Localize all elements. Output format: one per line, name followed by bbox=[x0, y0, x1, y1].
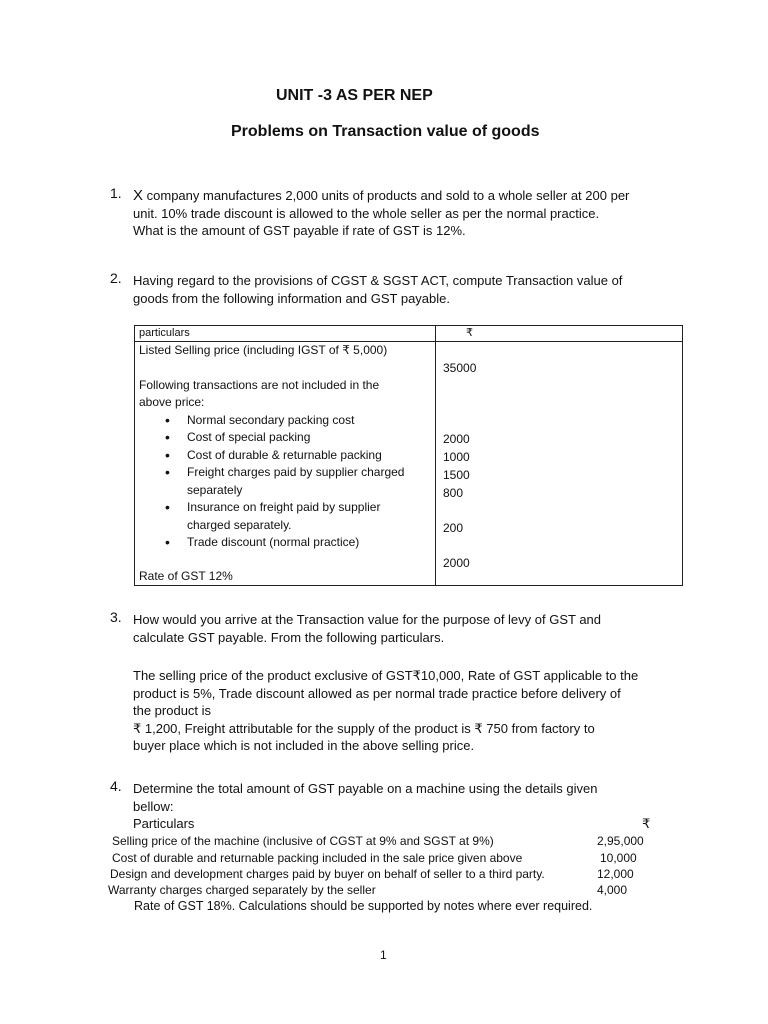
amount-special-packing: 1000 bbox=[443, 450, 470, 464]
q3-detail-line: buyer place which is not included in the above selling price. bbox=[133, 738, 475, 753]
amount-listed: 35000 bbox=[443, 361, 477, 375]
q4-text bbox=[133, 780, 597, 815]
amount-durable-packing: 1500 bbox=[443, 468, 470, 482]
q3-detail-line: ₹ 1,200, Freight attributable for the supply of the product is ₹ 750 from factory to bbox=[133, 720, 595, 736]
q1-line-rest: company manufactures 2,000 units of products and sold to a whole seller at 200 per bbox=[146, 188, 630, 203]
item-line: Insurance on freight paid by supplier bbox=[187, 500, 381, 514]
list-item: • Cost of special packing bbox=[187, 429, 431, 447]
table-row: Warranty charges charged separately by the seller bbox=[108, 883, 376, 897]
unit-title: UNIT -3 AS PER NEP bbox=[276, 87, 433, 104]
q3-detail-line: product is 5%, Trade discount allowed as per normal trade practice before delivery of bbox=[133, 685, 621, 701]
q1-line: What is the amount of GST payable if rate of GST is 12%. bbox=[133, 223, 466, 238]
note-line: Following transactions are not included in the bbox=[139, 377, 380, 392]
excluded-items-list bbox=[139, 412, 431, 552]
q4-line: bellow: bbox=[133, 798, 174, 814]
table-row: Cost of durable and returnable packing included in the sale price given above bbox=[112, 851, 523, 865]
q4-particulars-label: Particulars bbox=[133, 816, 195, 831]
q4-number: 4. bbox=[110, 778, 122, 794]
item-line: charged separately. bbox=[187, 517, 292, 532]
list-item bbox=[187, 499, 431, 534]
table-row: Design and development charges paid by buyer on behalf of seller to a third party. bbox=[110, 867, 545, 881]
q1-line: unit. 10% trade discount is allowed to the whole seller as per the normal practice. bbox=[133, 205, 600, 221]
q4-footer: Rate of GST 18%. Calculations should be supported by notes where ever required. bbox=[134, 899, 593, 913]
q2-text bbox=[133, 272, 622, 307]
q4-line: Determine the total amount of GST payable on a machine using the details given bbox=[133, 781, 598, 796]
q3-text bbox=[133, 611, 601, 646]
q3-number: 3. bbox=[110, 609, 122, 625]
table-header-rupee: ₹ bbox=[436, 326, 683, 342]
table-row: Selling price of the machine (inclusive of CGST at 9% and SGST at 9%) bbox=[112, 834, 494, 848]
row-amount: 4,000 bbox=[597, 883, 628, 897]
amount-trade-discount: 2000 bbox=[443, 556, 470, 570]
list-item: • Cost of durable & returnable packing bbox=[187, 447, 431, 465]
q4-currency: ₹ bbox=[642, 816, 651, 831]
page-number: 1 bbox=[380, 948, 387, 962]
q2-line: Having regard to the provisions of CGST & SGST ACT, compute Transaction value of bbox=[133, 273, 623, 288]
q2-table bbox=[134, 325, 683, 586]
gst-rate-label: Rate of GST 12% bbox=[139, 568, 233, 583]
amount-freight: 800 bbox=[443, 486, 464, 500]
table-body-right bbox=[436, 342, 683, 586]
q1-line bbox=[133, 187, 629, 205]
q1-lead-x: X bbox=[133, 187, 144, 204]
amount-insurance: 200 bbox=[443, 521, 464, 535]
list-item: • Normal secondary packing cost bbox=[187, 412, 431, 430]
item-line: Freight charges paid by supplier charged bbox=[187, 465, 405, 479]
main-title: Problems on Transaction value of goods bbox=[231, 123, 540, 140]
q3-line: calculate GST payable. From the following particulars. bbox=[133, 629, 445, 645]
q3-line: How would you arrive at the Transaction value for the purpose of levy of GST and bbox=[133, 612, 602, 627]
row-amount: 2,95,000 bbox=[597, 834, 644, 848]
table-body-left bbox=[135, 342, 436, 586]
item-line: separately bbox=[187, 482, 243, 497]
list-item bbox=[187, 464, 431, 499]
q2-number: 2. bbox=[110, 270, 122, 286]
q3-detail-line: the product is bbox=[133, 703, 212, 718]
row-amount: 12,000 bbox=[597, 867, 634, 881]
q3-detail-line: The selling price of the product exclusive of GST₹10,000, Rate of GST applicable to the bbox=[133, 668, 639, 683]
list-item: • Trade discount (normal practice) bbox=[187, 534, 431, 552]
q2-line: goods from the following information and GST payable. bbox=[133, 290, 450, 306]
q1-number: 1. bbox=[110, 185, 122, 201]
q3-details bbox=[133, 667, 638, 755]
listed-price-label: Listed Selling price (including IGST of ₹ 5,000) bbox=[139, 343, 388, 357]
amount-secondary-packing: 2000 bbox=[443, 432, 470, 446]
note-line: above price: bbox=[139, 395, 205, 409]
row-amount: 10,000 bbox=[600, 851, 637, 865]
q1-text bbox=[133, 187, 629, 240]
table-header-particulars: particulars bbox=[135, 326, 436, 342]
